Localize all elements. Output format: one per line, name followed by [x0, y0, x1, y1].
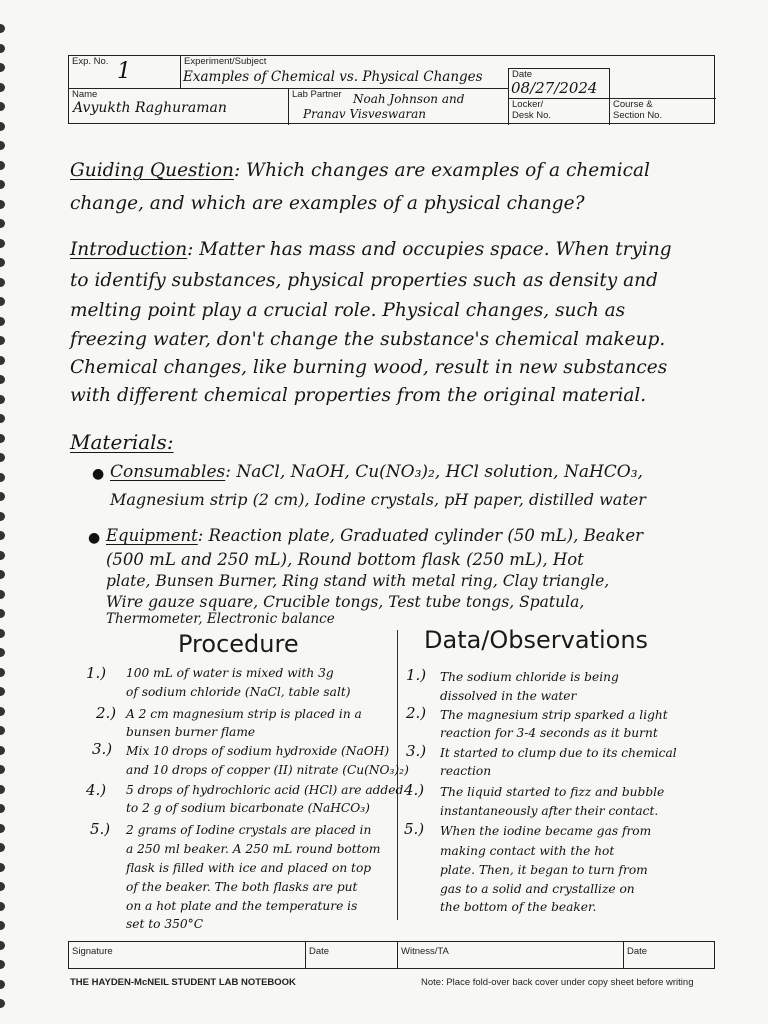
observation-5-line5: the bottom of the beaker. [440, 900, 597, 914]
observation-2-line2: reaction for 3-4 seconds as it burnt [440, 726, 658, 740]
introduction-line2: to identify substances, physical properties such as density and [70, 270, 658, 291]
binding-hole [0, 629, 5, 638]
binding-hole [0, 980, 5, 989]
guiding-question-line1 [70, 160, 650, 181]
binding-hole [0, 375, 5, 384]
binding-hole [0, 24, 5, 33]
lab-partner-line2: Pranav Visveswaran [303, 107, 426, 121]
introduction-line5: Chemical changes, like burning wood, result in new substances [70, 357, 668, 378]
procedure-step-3-line1: Mix 10 drops of sodium hydroxide (NaOH) [126, 744, 390, 758]
materials-heading: Materials: [70, 430, 174, 454]
bullet-consumables: ● [92, 466, 105, 482]
date-value: 08/27/2024 [511, 79, 598, 97]
equipment-text-1: : Reaction plate, Graduated cylinder (50 mL), Beaker [197, 526, 644, 545]
signature-table [68, 941, 715, 969]
binding-hole [0, 356, 5, 365]
observation-2-line1: The magnesium strip sparked a light [440, 708, 668, 722]
consumables-line2: Magnesium strip (2 cm), Iodine crystals, pH paper, distilled water [110, 490, 646, 509]
header-table [68, 55, 715, 124]
exp-no-label: Exp. No. [72, 56, 109, 67]
date-cell-1 [305, 942, 397, 968]
equipment-line3: plate, Bunsen Burner, Ring stand with metal ring, Clay triangle, [106, 572, 610, 590]
procedure-heading: Procedure [178, 630, 299, 658]
signature-label: Signature [72, 946, 113, 957]
consumables-text-1: : NaCl, NaOH, Cu(NO₃)₂, HCl solution, NaHCO₃, [225, 462, 643, 482]
procedure-step-5-line5: on a hot plate and the temperature is [126, 899, 358, 913]
binding-hole [0, 707, 5, 716]
procedure-step-4-num: 4.) [86, 781, 107, 799]
binding-hole [0, 609, 5, 618]
procedure-step-1-num: 1.) [86, 664, 107, 682]
observation-1-line2: dissolved in the water [440, 689, 577, 703]
name-value: Avyukth Raghuraman [73, 100, 227, 116]
lab-partner-label: Lab Partner [292, 89, 342, 100]
procedure-step-1-line2: of sodium chloride (NaCl, table salt) [126, 685, 351, 699]
equipment-line2: (500 mL and 250 mL), Round bottom flask (250 mL), Hot [106, 550, 584, 569]
binding-hole [0, 863, 5, 872]
procedure-step-2-line2: bunsen burner flame [126, 725, 256, 739]
procedure-step-5-line3: flask is filled with ice and placed on top [126, 861, 372, 875]
consumables-line1 [110, 462, 643, 482]
binding-hole [0, 102, 5, 111]
binding-hole [0, 219, 5, 228]
procedure-step-3-num: 3.) [92, 740, 113, 758]
footer-date-label: Date [309, 946, 330, 957]
binding-hole [0, 395, 5, 404]
binding-hole [0, 453, 5, 462]
binding-hole [0, 824, 5, 833]
procedure-step-4-line2: to 2 g of sodium bicarbonate (NaHCO₃) [126, 801, 370, 815]
binding-hole [0, 434, 5, 443]
witness-cell [397, 942, 623, 968]
procedure-step-2-line1: A 2 cm magnesium strip is placed in a [126, 707, 362, 721]
date-label: Date [512, 69, 533, 80]
introduction-line3: melting point play a crucial role. Physical changes, such as [70, 300, 626, 321]
observation-1-num: 1.) [406, 666, 427, 684]
observation-4-line2: instantaneously after their contact. [440, 804, 659, 818]
guiding-question-heading: Guiding Question [70, 160, 234, 181]
binding-hole [0, 902, 5, 911]
binding-hole [0, 687, 5, 696]
binding-hole [0, 317, 5, 326]
equipment-line5: Thermometer, Electronic balance [106, 611, 335, 627]
binding-hole [0, 414, 5, 423]
binding-hole [0, 180, 5, 189]
introduction-heading: Introduction [70, 239, 188, 260]
guiding-question-text-1: : Which changes are examples of a chemical [233, 160, 650, 181]
binding-hole [0, 278, 5, 287]
bullet-equipment: ● [88, 530, 101, 546]
observation-1-line1: The sodium chloride is being [440, 670, 619, 684]
binding-hole [0, 297, 5, 306]
binding-hole [0, 44, 5, 53]
procedure-step-3-line2: and 10 drops of copper (II) nitrate (Cu(NO₃)₂) [126, 763, 409, 777]
binding-hole [0, 648, 5, 657]
footer-date2-label: Date [627, 946, 648, 957]
name-cell [69, 89, 289, 125]
procedure-step-5-line6: set to 350°C [126, 917, 204, 931]
binding-hole [0, 122, 5, 131]
locker-cell [508, 98, 610, 125]
binding-hole [0, 336, 5, 345]
binding-hole [0, 141, 5, 150]
equipment-line1 [106, 526, 643, 545]
course-cell [610, 98, 716, 125]
equipment-label: Equipment [106, 526, 198, 545]
procedure-step-5-line2: a 250 ml beaker. A 250 mL round bottom [126, 842, 381, 856]
observation-3-line1: It started to clump due to its chemical [440, 746, 677, 760]
binding-hole [0, 239, 5, 248]
introduction-line1 [70, 239, 672, 260]
binding-hole [0, 843, 5, 852]
experiment-value: Examples of Chemical vs. Physical Changes [183, 69, 483, 85]
observation-2-num: 2.) [406, 704, 427, 722]
locker-label-1: Locker/ [512, 99, 544, 110]
experiment-cell [181, 56, 508, 89]
name-label: Name [72, 89, 98, 100]
observation-4-line1: The liquid started to fizz and bubble [440, 785, 665, 799]
procedure-step-4-line1: 5 drops of hydrochloric acid (HCl) are added [126, 783, 404, 797]
binding-hole [0, 512, 5, 521]
binding-hole [0, 258, 5, 267]
procedure-step-2-num: 2.) [96, 704, 117, 722]
binding-hole [0, 161, 5, 170]
observation-5-line1: When the iodine became gas from [440, 824, 652, 838]
binding-hole [0, 804, 5, 813]
binding-hole [0, 590, 5, 599]
binding-hole [0, 960, 5, 969]
observations-heading: Data/Observations [424, 626, 649, 654]
course-label-1: Course & [613, 99, 653, 110]
footer-note: Note: Place fold-over back cover under copy sheet before writing [421, 977, 694, 988]
binding-hole [0, 999, 5, 1008]
exp-no-value: 1 [117, 59, 131, 84]
experiment-label: Experiment/Subject [184, 56, 267, 67]
binding-hole [0, 551, 5, 560]
observation-5-line4: gas to a solid and crystallize on [440, 882, 635, 896]
witness-label: Witness/TA [401, 946, 449, 957]
binding-hole [0, 200, 5, 209]
binding-hole [0, 668, 5, 677]
binding-hole [0, 785, 5, 794]
observation-5-line3: plate. Then, it began to turn from [440, 863, 648, 877]
binding-hole [0, 531, 5, 540]
brand-text: THE HAYDEN-McNEIL STUDENT LAB NOTEBOOK [70, 977, 296, 988]
binding-hole [0, 473, 5, 482]
date-cell-2 [623, 942, 716, 968]
procedure-step-1-line1: 100 mL of water is mixed with 3g [126, 666, 334, 680]
observation-4-num: 4.) [404, 781, 425, 799]
binding-hole [0, 83, 5, 92]
binding-hole [0, 726, 5, 735]
lab-partner-line1: Noah Johnson and [353, 92, 465, 106]
procedure-step-5-num: 5.) [90, 820, 111, 838]
introduction-text-1: : Matter has mass and occupies space. When trying [187, 239, 672, 260]
binding-hole [0, 63, 5, 72]
lab-partner-cell [289, 89, 508, 125]
consumables-label: Consumables [110, 462, 226, 482]
procedure-step-5-line4: of the beaker. The both flasks are put [126, 880, 358, 894]
equipment-line4: Wire gauze square, Crucible tongs, Test tube tongs, Spatula, [106, 593, 585, 611]
binding-hole [0, 492, 5, 501]
spiral-binding-holes [0, 0, 14, 1024]
binding-hole [0, 765, 5, 774]
exp-no-cell [69, 56, 181, 89]
binding-hole [0, 941, 5, 950]
introduction-line6: with different chemical properties from the original material. [70, 385, 647, 406]
observation-5-line2: making contact with the hot [440, 844, 615, 858]
procedure-step-5-line1: 2 grams of Iodine crystals are placed in [126, 823, 372, 837]
observation-3-line2: reaction [440, 764, 492, 778]
locker-label-2: Desk No. [512, 110, 552, 121]
binding-hole [0, 921, 5, 930]
observation-5-num: 5.) [404, 820, 425, 838]
binding-hole [0, 882, 5, 891]
binding-hole [0, 746, 5, 755]
course-label-2: Section No. [613, 110, 663, 121]
guiding-question-line2: change, and which are examples of a physical change? [70, 193, 585, 214]
date-cell [508, 68, 610, 98]
introduction-line4: freezing water, don't change the substance's chemical makeup. [70, 329, 666, 350]
binding-hole [0, 570, 5, 579]
observation-3-num: 3.) [406, 742, 427, 760]
